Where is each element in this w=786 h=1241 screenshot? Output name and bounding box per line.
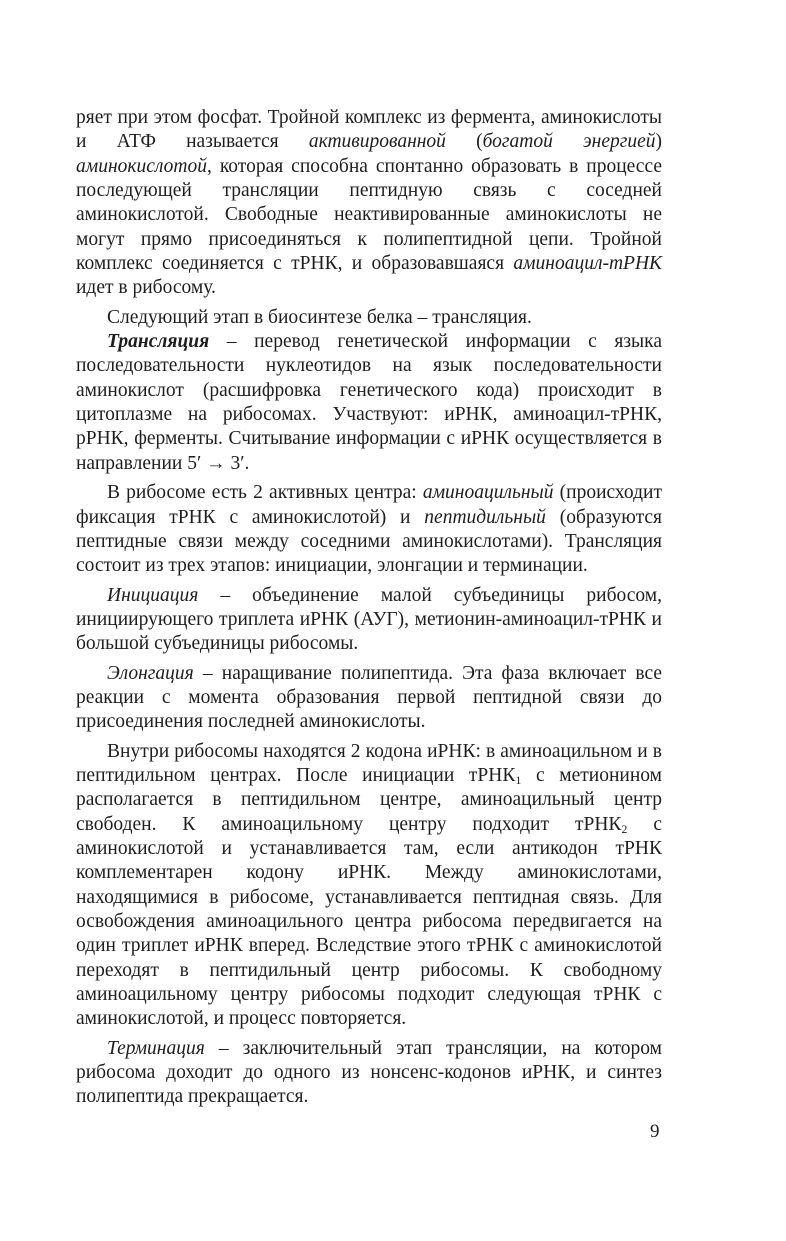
text-run: – заключительный этап трансляции, на котором рибосома доходит до одного из нонсенс-кодонов иРНК, и синтез полипептида прекращается. [76,1037,662,1108]
paragraph [76,1037,662,1110]
italic-term: активированной [308,131,446,153]
text-run: ряет при этом фосфат. Тройной комплекс из фермента, аминокислоты и АТФ называется [76,107,662,153]
italic-term: Инициация [107,584,199,606]
text-run: (образуются пептидные связи между соседними аминокислотами). Трансляция состоит из трех этапов: инициации, элонгации и терминации. [76,506,663,577]
text-run: – перевод генетической информации с языка последовательности нуклеотидов на язык последовательности аминокислот (расшифровка генетического кода) происходит в цитоплазме на рибосомах. Участвуют: иРНК, аминоацил-тРНК, рРНК, ферменты. Считывание информации с иРНК осуществляется в направлении 5′ → 3′. [76,331,662,474]
subscript-index: 1 [515,772,522,787]
text-run: Следующий этап в биосинтезе белка – трансляция. [107,306,532,328]
paragraph [76,306,662,330]
paragraph [76,662,662,735]
text-run: Внутри рибосомы находятся 2 кодона иРНК: в аминоацильном и в пептидильном центрах. После инициации тРНК [76,740,662,786]
text-run: – объединение малой субъединицы рибосом, инициирующего триплета иРНК (АУГ), метионин-аминоацил-тРНК и большой субъединицы рибосомы. [76,584,662,655]
text-run: , которая способна спонтанно образовать в процессе последующей трансляции пептидную связь с соседней аминокислотой. Свободные неактивированные аминокислоты не могут прямо присоединяться к полипептидной цепи. Тройной комплекс соединяется с тРНК, и образовавшаяся [76,155,662,275]
italic-term: Элонгация [107,662,194,684]
text-run: с метионином располагается в пептидильном центре, аминоацильный центр свободен. К аминоацильному центру подходит тРНК [76,764,662,835]
paragraph [76,330,662,476]
bold-italic-term: Трансляция [107,331,210,353]
page-number: 9 [650,1121,660,1142]
text-run: (происходит фиксация тРНК с аминокислотой) и [76,482,662,528]
body-text [76,106,662,1115]
italic-term: Терминация [107,1037,205,1059]
italic-term: аминокислотой [76,155,207,177]
subscript-index: 2 [621,821,628,836]
italic-term: аминоацильный [422,482,554,504]
bold-term [107,331,209,352]
text-run: с аминокислотой и устанавливается там, если антикодон тРНК комплементарен кодону иРНК. Между аминокислотами, находящимися в рибосоме, устанавливается пептидная связь. Для освобождения аминоацильного центра рибосома передвигается на один триплет иРНК вперед. Вследствие этого тРНК с аминокислотой переходят в пептидильный центр рибосомы. К свободному аминоацильному центру рибосомы подходит следующая тРНК с аминокислотой, и процесс повторяется. [76,813,662,1030]
text-run: идет в рибосому. [76,277,216,299]
paragraph [76,106,662,301]
italic-term: богатой энергией [482,131,656,153]
paragraph [76,740,662,1032]
text-run: ( [445,131,483,153]
paragraph [76,584,662,657]
italic-term: аминоацил-тРНК [513,253,662,275]
paragraph [76,481,662,578]
text-run: ) [655,131,663,153]
italic-term: пептидильный [424,506,546,528]
text-run: – наращивание полипептида. Эта фаза включает все реакции с момента образования первой пептидной связи до присоединения последней аминокислоты. [76,662,662,733]
text-run: В рибосоме есть 2 активных центра: [107,482,423,504]
